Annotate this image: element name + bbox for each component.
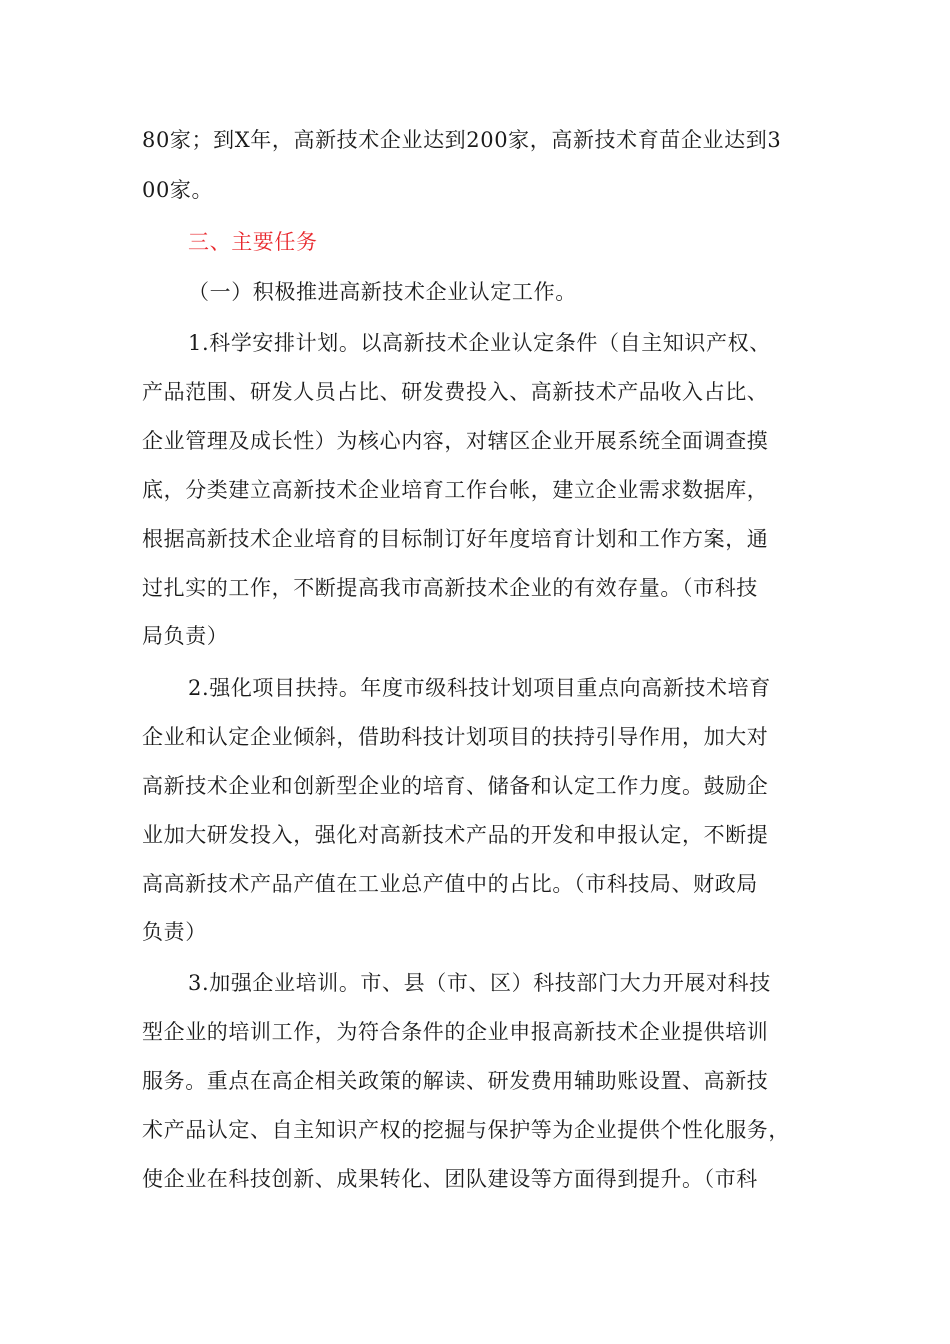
body-text-line: 企业管理及成长性）为核心内容，对辖区企业开展系统全面调查摸 [142, 429, 769, 453]
body-text-line: 业加大研发投入，强化对高新技术产品的开发和申报认定，不断提 [142, 823, 769, 847]
body-text-line: 过扎实的工作，不断提高我市高新技术企业的有效存量。（市科技 [142, 576, 758, 600]
body-text-line: 服务。重点在高企相关政策的解读、研发费用辅助账设置、高新技 [142, 1069, 769, 1093]
body-text-line: 型企业的培训工作，为符合条件的企业申报高新技术企业提供培训 [142, 1020, 769, 1044]
body-text-line: 2.强化项目扶持。年度市级科技计划项目重点向高新技术培育 [188, 676, 771, 700]
body-text-line: 底，分类建立高新技术企业培育工作台帐，建立企业需求数据库， [142, 478, 769, 502]
body-text-line: 产品范围、研发人员占比、研发费投入、高新技术产品收入占比、 [142, 380, 769, 404]
body-text-line: 术产品认定、自主知识产权的挖掘与保护等为企业提供个性化服务， [142, 1118, 790, 1142]
subsection-heading: （一）积极推进高新技术企业认定工作。 [188, 280, 577, 304]
body-text-line: 高新技术企业和创新型企业的培育、储备和认定工作力度。鼓励企 [142, 774, 769, 798]
body-text-line: 企业和认定企业倾斜，借助科技计划项目的扶持引导作用，加大对 [142, 725, 769, 749]
body-text-line: 00家。 [142, 178, 214, 202]
body-text-line: 高高新技术产品产值在工业总产值中的占比。（市科技局、财政局 [142, 872, 758, 896]
body-text-line: 80家；到X年，高新技术企业达到200家，高新技术育苗企业达到3 [142, 128, 782, 152]
section-heading: 三、主要任务 [188, 230, 318, 254]
body-text-line: 使企业在科技创新、成果转化、团队建设等方面得到提升。（市科 [142, 1167, 758, 1191]
body-text-line: 3.加强企业培训。市、县（市、区）科技部门大力开展对科技 [188, 971, 771, 995]
body-text-line: 根据高新技术企业培育的目标制订好年度培育计划和工作方案，通 [142, 527, 769, 551]
body-text-line: 1.科学安排计划。以高新技术企业认定条件（自主知识产权、 [188, 331, 771, 355]
body-text-line: 局负责） [142, 624, 229, 648]
body-text-line: 负责） [142, 920, 207, 944]
